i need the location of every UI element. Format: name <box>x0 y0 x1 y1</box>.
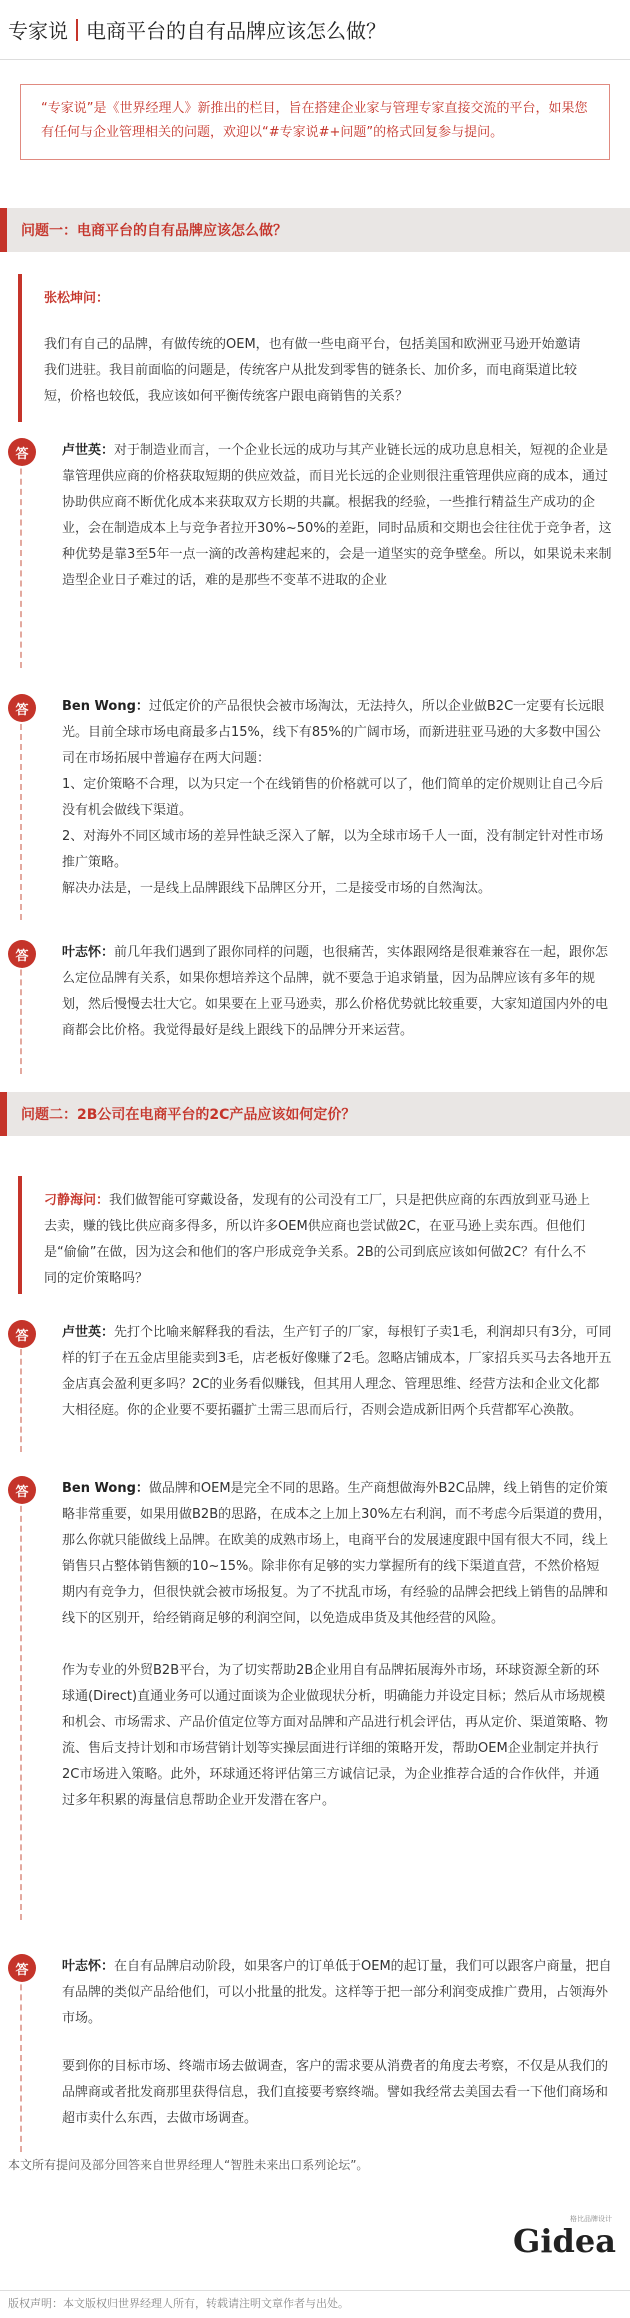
answer-block <box>15 940 612 1074</box>
answerer-name: Ben Wong： <box>62 699 149 714</box>
question-2-ask <box>18 1176 612 1294</box>
asker-box <box>18 1176 612 1294</box>
answer-paragraph: 要到你的目标市场、终端市场去做调查，客户的需求要从消费者的角度去考察，不仅是从我们的品牌商或者批发商那里获得信息，我们直接要考察终端。譬如我经常去美国去看一下他们商场和超市卖什么东西，去做市场调查。 <box>62 2059 609 2126</box>
header-divider <box>76 19 78 41</box>
answer-text: 先打个比喻来解释我的看法，生产钉子的厂家，每根钉子卖1毛，利润却只有3分，可同样的钉子在五金店里能卖到3毛，店老板好像赚了2毛。忽略店铺成本，厂家招兵买马去各地开五金店真会盈利更多吗？2C的业务看似赚钱，但其用人理念、管理思维、经营方法和企业文化都大相径庭。你的企业要不要拓疆扩土需三思而后行，否则会造成新旧两个兵营都军心涣散。 <box>62 1325 612 1418</box>
answer-badge: 答 <box>8 1476 36 1504</box>
answerer-name: 叶志怀： <box>62 1959 115 1974</box>
answer-point: 2、对海外不同区域市场的差异性缺乏深入了解，以为全球市场千人一面，没有制定针对性市场推广策略。 <box>62 829 604 870</box>
answer-text: 对于制造业而言，一个企业长远的成功与其产业链长远的成功息息相关，短视的企业是靠管理供应商的价格获取短期的供应效益，而目光长远的企业则很注重管理供应商的成本，通过协助供应商不断优化成本来获取双方长期的共赢。根据我的经验，一些推行精益生产成功的企业，会在制造成本上与竞争者拉开30%~50%的差距，同时品质和交期也会往往优于竞争者，这种优势是靠3至5年一点一滴的改善构建起来的，会是一道坚实的竞争壁垒。所以，如果说未来制造型企业日子难过的话，难的是那些不变革不进取的企业 <box>62 443 612 588</box>
gidea-logo: Gidea <box>513 2222 616 2260</box>
answer-badge: 答 <box>8 940 36 968</box>
logo-subtitle: 格比品牌设计 <box>570 2215 612 2223</box>
column-intro-box: “专家说”是《世界经理人》新推出的栏目，旨在搭建企业家与管理专家直接交流的平台，如果您有任何与企业管理相关的问题，欢迎以“#专家说#+问题”的格式回复参与提问。 <box>20 84 610 160</box>
answer-badge: 答 <box>8 1320 36 1348</box>
answer-text: 前几年我们遇到了跟你同样的问题，也很痛苦，实体跟网络是很难兼容在一起，跟你怎么定位品牌有关系，如果你想培养这个品牌，就不要急于追求销量，因为品牌应该有多年的规划，然后慢慢去壮大它。如果要在上亚马逊卖，那么价格优势就比较重要，大家知道国内外的电商都会比价格。我觉得最好是线上跟线下的品牌分开来运营。 <box>62 945 609 1038</box>
question-2-bar: 问题二：2B公司在电商平台的2C产品应该如何定价？ <box>0 1092 630 1136</box>
answer-text: 做品牌和OEM是完全不同的思路。生产商想做海外B2C品牌，线上销售的定价策略非常重要，如果用做B2B的思路，在成本之上加上30%左右利润，而不考虑今后渠道的费用，那么你就只能做线上品牌。在欧美的成熟市场上，电商平台的发展速度跟中国有很大不同，线上销售只占整体销售额的10~15%。除非你有足够的实力掌握所有的线下渠道直营，不然价格短期内有竞争力，但很快就会被市场报复。为了不扰乱市场，有经验的品牌会把线上销售的品牌和线下的区别开，给经销商足够的利润空间，以免造成串货及其他经营的风险。 <box>62 1481 612 1626</box>
source-note: 本文所有提问及部分回答来自世界经理人“智胜未来出口系列论坛”。 <box>8 2158 369 2172</box>
answer-badge: 答 <box>8 438 36 466</box>
question-1-bar: 问题一：电商平台的自有品牌应该怎么做？ <box>0 208 630 252</box>
copyright-notice: 版权声明：本文版权归世界经理人所有，转载请注明文章作者与出处。 <box>0 2290 630 2318</box>
asker-name: 张松坤问： <box>44 291 110 306</box>
answerer-name: 卢世英： <box>62 443 115 458</box>
answer-point: 1、定价策略不合理，以为只定一个在线销售的价格就可以了，他们简单的定价规则让自己今后没有机会做线下渠道。 <box>62 777 604 818</box>
answer-block <box>15 1476 612 1920</box>
answer-paragraph: 作为专业的外贸B2B平台，为了切实帮助2B企业用自有品牌拓展海外市场，环球资源全新的环球通(Direct)直通业务可以通过面谈为企业做现状分析，明确能力并设定目标；然后从市场规模和机会、市场需求、产品价值定位等方面对品牌和产品进行机会评估，再从定价、渠道策略、物流、售后支持计划和市场营销计划等实操层面进行详细的策略开发，帮助OEM企业制定并执行2C市场进入策略。此外，环球通还将评估第三方诚信记录，为企业推荐合适的合作伙伴，并通过多年积累的海量信息帮助企业开发潜在客户。 <box>62 1663 609 1808</box>
answer-block <box>15 694 612 920</box>
article-title: 电商平台的自有品牌应该怎么做？ <box>86 19 386 43</box>
answer-badge: 答 <box>8 694 36 722</box>
answerer-name: 叶志怀： <box>62 945 115 960</box>
answer-block <box>15 1320 612 1452</box>
answer-text: 在自有品牌启动阶段，如果客户的订单低于OEM的起订量，我们可以跟客户商量，把自有品牌的类似产品给他们，可以小批量的批发。这样等于把一部分利润变成推广费用，占领海外市场。 <box>62 1959 612 2026</box>
column-brand: 专家说 <box>8 19 68 43</box>
answer-block <box>15 1954 612 2152</box>
answer-block <box>15 438 612 668</box>
answerer-name: 卢世英： <box>62 1325 115 1340</box>
asker-name: 刁静海问： <box>44 1193 110 1208</box>
answerer-name: Ben Wong： <box>62 1481 149 1496</box>
article-header <box>0 0 630 60</box>
answer-text: 过低定价的产品很快会被市场淘汰，无法持久，所以企业做B2C一定要有长远眼光。目前全球市场电商最多占15%，线下有85%的广阔市场，而新进驻亚马逊的大多数中国公司在市场拓展中普遍存在两大问题： <box>62 699 605 766</box>
question-1-ask <box>18 274 612 422</box>
answer-point: 解决办法是，一是线上品牌跟线下品牌区分开，二是接受市场的自然淘汰。 <box>62 881 492 896</box>
asker-question: 我们做智能可穿戴设备，发现有的公司没有工厂，只是把供应商的东西放到亚马逊上去卖，赚的钱比供应商多得多，所以许多OEM供应商也尝试做2C，在亚马逊上卖东西。但他们是“偷偷”在做，因为这会和他们的客户形成竞争关系。2B的公司到底应该如何做2C？有什么不同的定价策略吗？ <box>44 1193 591 1286</box>
asker-question: 我们有自己的品牌，有做传统的OEM，也有做一些电商平台，包括美国和欧洲亚马逊开始邀请我们进驻。我目前面临的问题是，传统客户从批发到零售的链条长、加价多，而电商渠道比较短，价格也较低，我应该如何平衡传统客户跟电商销售的关系？ <box>44 337 581 404</box>
answer-badge: 答 <box>8 1954 36 1982</box>
asker-box <box>18 274 612 422</box>
